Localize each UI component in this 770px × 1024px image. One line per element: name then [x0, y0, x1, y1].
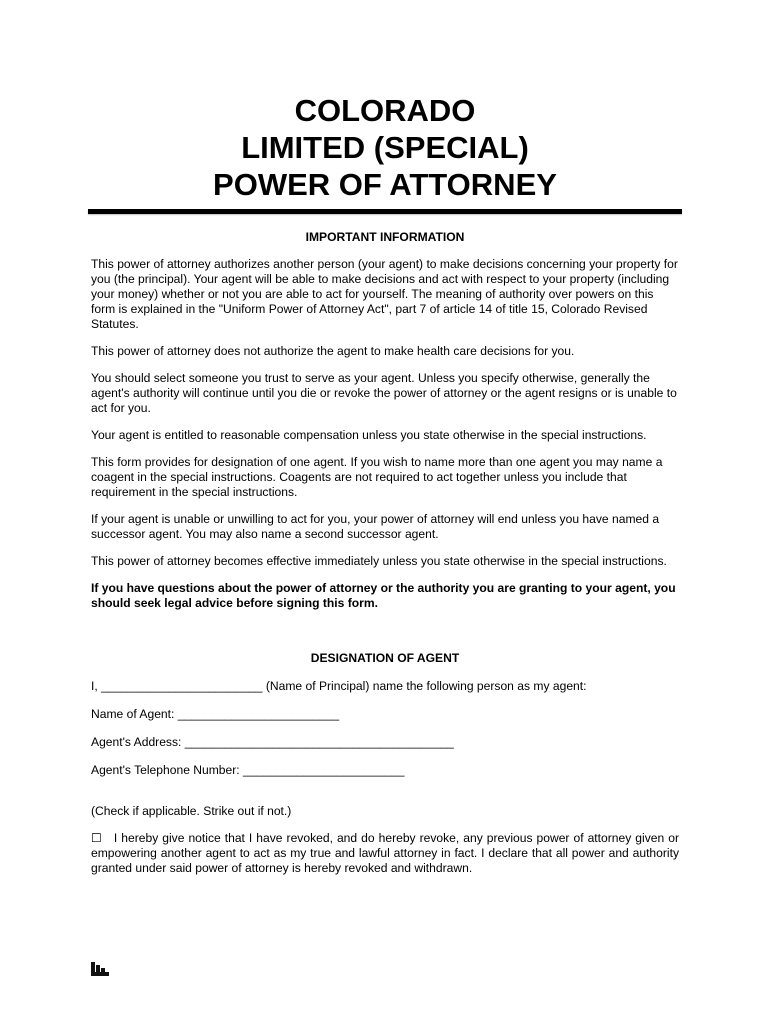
agent-address-line: Agent's Address: ________________________________________ [91, 735, 454, 749]
important-information-heading: IMPORTANT INFORMATION [305, 230, 465, 244]
legal-advice-notice: If you have questions about the power of attorney or the authority you are granting to your agent, you should seek legal advice before signing this form. [91, 581, 676, 610]
revocation-text: I hereby give notice that I have revoked, and do hereby revoke, any previous power of attorney given or empowering another agent to act as my true and lawful attorney in fact. I declare that all power and authority granted under said power of attorney is hereby revoked and withdrawn. [91, 831, 679, 875]
info-paragraph-5: This form provides for designation of one agent. If you wish to name more than one agent you may name a coagent in the special instructions. Coagents are not required to act together unless you include that requirement in the special instructions. [91, 455, 663, 499]
title-line-2: LIMITED (SPECIAL) [241, 130, 529, 165]
agent-phone-line: Agent's Telephone Number: ________________________ [91, 763, 405, 777]
title-line-1: COLORADO [294, 93, 476, 128]
legal-templates-logo-icon [91, 962, 109, 976]
info-paragraph-4: Your agent is entitled to reasonable compensation unless you state otherwise in the special instructions. [91, 428, 647, 442]
revocation-checkbox[interactable]: ☐ [91, 831, 102, 845]
principal-name-line: I, ________________________ (Name of Principal) name the following person as my agent: [91, 679, 587, 693]
agent-name-line: Name of Agent: ________________________ [91, 707, 340, 721]
info-paragraph-2: This power of attorney does not authorize the agent to make health care decisions for you. [91, 344, 575, 358]
info-paragraph-7: This power of attorney becomes effective immediately unless you state otherwise in the special instructions. [91, 554, 667, 568]
info-paragraph-6: If your agent is unable or unwilling to act for you, your power of attorney will end unless you have named a successor agent. You may also name a second successor agent. [91, 512, 660, 541]
document-title [0, 92, 770, 203]
info-paragraph-3: You should select someone you trust to serve as your agent. Unless you specify otherwise, generally the agent's authority will continue until you die or revoke the power of attorney or the agent resigns or is unable to act for you. [91, 371, 677, 415]
title-line-3: POWER OF ATTORNEY [213, 167, 557, 202]
check-applicable-note: (Check if applicable. Strike out if not.) [91, 804, 292, 818]
revocation-paragraph [91, 831, 679, 876]
designation-heading: DESIGNATION OF AGENT [310, 651, 460, 665]
info-paragraph-1: This power of attorney authorizes another person (your agent) to make decisions concerning your property for you (the principal). Your agent will be able to make decisions and act with respect to your property (including your money) whether or not you are able to act for yourself. The meaning of authority over powers on this form is explained in the "Uniform Power of Attorney Act", part 7 of article 14 of title 15, Colorado Revised Statutes. [91, 257, 678, 331]
document-body [91, 230, 679, 876]
title-divider [88, 209, 682, 214]
